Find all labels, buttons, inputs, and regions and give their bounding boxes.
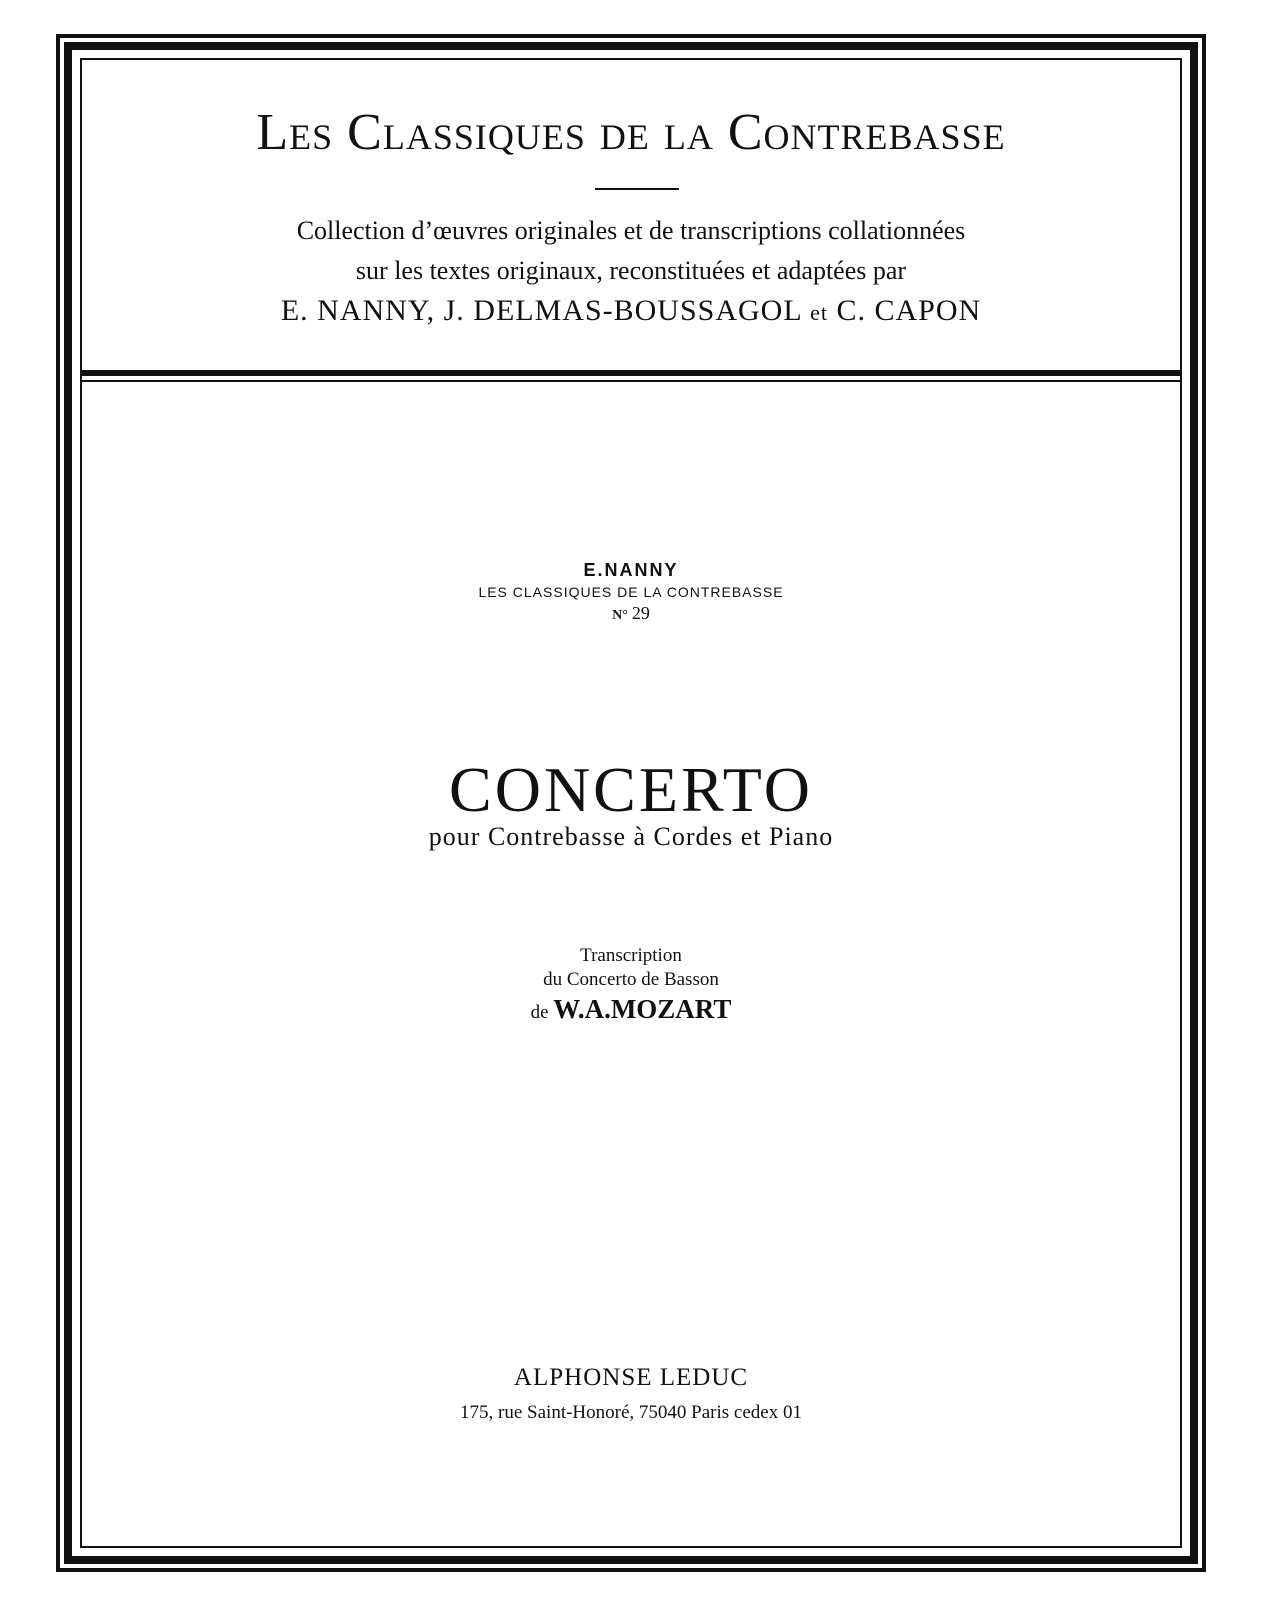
title-underline (595, 188, 679, 190)
collection-description-line2: sur les textes originaux, reconstituées et adaptées par (355, 256, 907, 285)
editors-conjunction: et (810, 300, 828, 325)
publisher-name: ALPHONSE LEDUC (513, 1364, 749, 1391)
editors-line (80, 290, 1182, 334)
work-title: CONCERTO (449, 754, 813, 825)
source-work: du Concerto de Basson (543, 969, 719, 990)
composer-prefix: de (530, 1002, 549, 1023)
work-subtitle: pour Contrebasse à Cordes et Piano (428, 822, 834, 851)
publisher-address: 175, rue Saint-Honoré, 75040 Paris cedex 01 (460, 1402, 802, 1423)
series-number (80, 601, 1182, 628)
editors-names-2: C. CAPON (836, 294, 982, 327)
number-sign: N° (612, 608, 628, 623)
composer-line (80, 992, 1182, 1030)
transcription-label: Transcription (580, 945, 682, 966)
header-divider-thick (80, 370, 1182, 376)
collection-description-line1: Collection d’œuvres originales et de transcriptions collationnées (296, 216, 966, 245)
series-name-label: LES CLASSIQUES DE LA CONTREBASSE (478, 584, 784, 600)
series-title: Les Classiques de la Contrebasse (256, 104, 1006, 161)
editors-names-1: E. NANNY, J. DELMAS-BOUSSAGOL (280, 294, 802, 327)
series-editor-name: E.NANNY (583, 560, 679, 580)
header-divider-thin (80, 380, 1182, 382)
series-number-value: 29 (631, 603, 650, 623)
composer-name: W.A.MOZART (553, 994, 732, 1024)
